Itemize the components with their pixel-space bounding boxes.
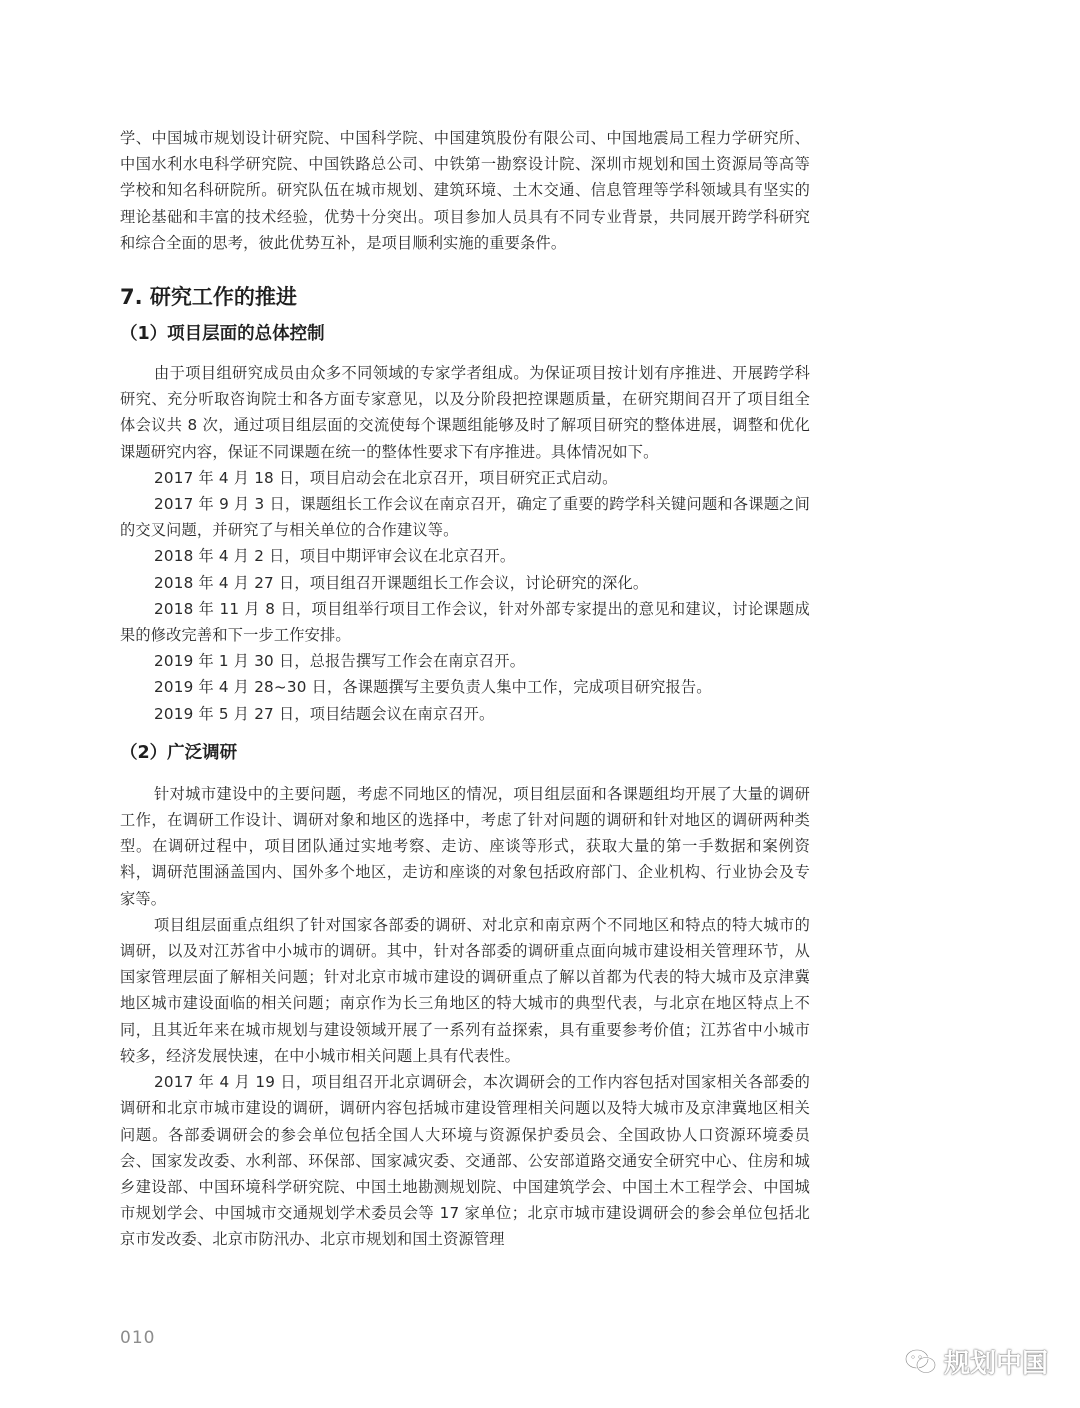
intro-paragraph: 学、中国城市规划设计研究院、中国科学院、中国建筑股份有限公司、中国地震局工程力学研究所、中国水利水电科学研究院、中国铁路总公司、中铁第一勘察设计院、深圳市规划和国土资源局等高等学校和知名科研院所。研究队伍在城市规划、建筑环境、土木交通、信息管理等学科领域具有坚实的理论基础和丰富的技术经验，优势十分突出。项目参加人员具有不同专业背景，共同展开跨学科研究和综合全面的思考，彼此优势互补，是项目顺利实施的重要条件。 bbox=[120, 129, 810, 252]
body-paragraph: 针对城市建设中的主要问题，考虑不同地区的情况，项目组层面和各课题组均开展了大量的调研工作，在调研工作设计、调研对象和地区的选择中，考虑了针对问题的调研和针对地区的调研两种类型。在调研过程中，项目团队通过实地考察、走访、座谈等形式，获取大量的第一手数据和案例资料，调研范围涵盖国内、国外多个地区，走访和座谈的对象包括政府部门、企业机构、行业协会及专家等。 bbox=[120, 784, 810, 908]
timeline-item: 2018 年 4 月 2 日，项目中期评审会议在北京召开。 bbox=[154, 547, 516, 566]
timeline-item: 2017 年 9 月 3 日，课题组长工作会议在南京召开，确定了重要的跨学科关键问题和各课题之间的交叉问题，并研究了与相关单位的合作建议等。 bbox=[120, 495, 810, 540]
watermark-text: 规划中国 bbox=[944, 1349, 1049, 1379]
timeline-item: 2018 年 4 月 27 日，项目组召开课题组长工作会议，讨论研究的深化。 bbox=[154, 573, 649, 592]
timeline-item: 2018 年 11 月 8 日，项目组举行项目工作会议，针对外部专家提出的意见和建议，讨论课题成果的修改完善和下一步工作安排。 bbox=[120, 599, 810, 645]
body-paragraph: 2017 年 4 月 19 日，项目组召开北京调研会，本次调研会的工作内容包括对国家相关各部委的调研和北京市城市建设的调研，调研内容包括城市建设管理相关问题以及特大城市及京津冀地区相关问题。各部委调研会的参会单位包括全国人大环境与资源保护委员会、全国政协人口资源环境委员会、国家发改委、水利部、环保部、国家减灾委、交通部、公安部道路交通安全研究中心、住房和城乡建设部、中国环境科学研究院、中国土地勘测规划院、中国建筑学会、中国土木工程学会、中国城市规划学会、中国城市交通规划学术委员会等 17 家单位；北京市城市建设调研会的参会单位包括北京市发改委、北京市防汛办、北京市规划和国土资源管理 bbox=[120, 1073, 810, 1249]
body-paragraph: 由于项目组研究成员由众多不同领域的专家学者组成。为保证项目按计划有序推进、开展跨学科研究、充分听取咨询院士和各方面专家意见，以及分阶段把控课题质量，在研究期间召开了项目组全体会议共 8 次，通过项目组层面的交流使每个课题组能够及时了解项目研究的整体进展，调整和优化课题研究内容，保证不同课题在统一的整体性要求下有序推进。具体情况如下。 bbox=[120, 364, 810, 461]
subsection-title-2: （2）广泛调研 bbox=[120, 742, 238, 763]
timeline-item: 2019 年 1 月 30 日，总报告撰写工作会在南京召开。 bbox=[154, 652, 526, 671]
page-number: 010 bbox=[120, 1328, 156, 1348]
timeline-item: 2019 年 4 月 28~30 日，各课题撰写主要负责人集中工作，完成项目研究报告。 bbox=[154, 678, 712, 697]
section-title: 7. 研究工作的推进 bbox=[120, 285, 297, 310]
wechat-icon bbox=[904, 1348, 938, 1376]
timeline-item: 2019 年 5 月 27 日，项目结题会议在南京召开。 bbox=[154, 704, 495, 723]
subsection-title-1: （1）项目层面的总体控制 bbox=[120, 324, 325, 345]
body-paragraph: 项目组层面重点组织了针对国家各部委的调研、对北京和南京两个不同地区和特点的特大城市的调研，以及对江苏省中小城市的调研。其中，针对各部委的调研重点面向城市建设相关管理环节，从国家管理层面了解相关问题；针对北京市城市建设的调研重点了解以首都为代表的特大城市及京津冀地区城市建设面临的相关问题；南京作为长三角地区的特大城市的典型代表，与北京在地区特点上不同，且其近年来在城市规划与建设领域开展了一系列有益探索，具有重要参考价值；江苏省中小城市较多，经济发展快速，在中小城市相关问题上具有代表性。 bbox=[120, 915, 810, 1065]
watermark bbox=[904, 1343, 1048, 1380]
page-body bbox=[120, 125, 810, 1253]
timeline-item: 2017 年 4 月 18 日，项目启动会在北京召开，项目研究正式启动。 bbox=[154, 468, 618, 487]
